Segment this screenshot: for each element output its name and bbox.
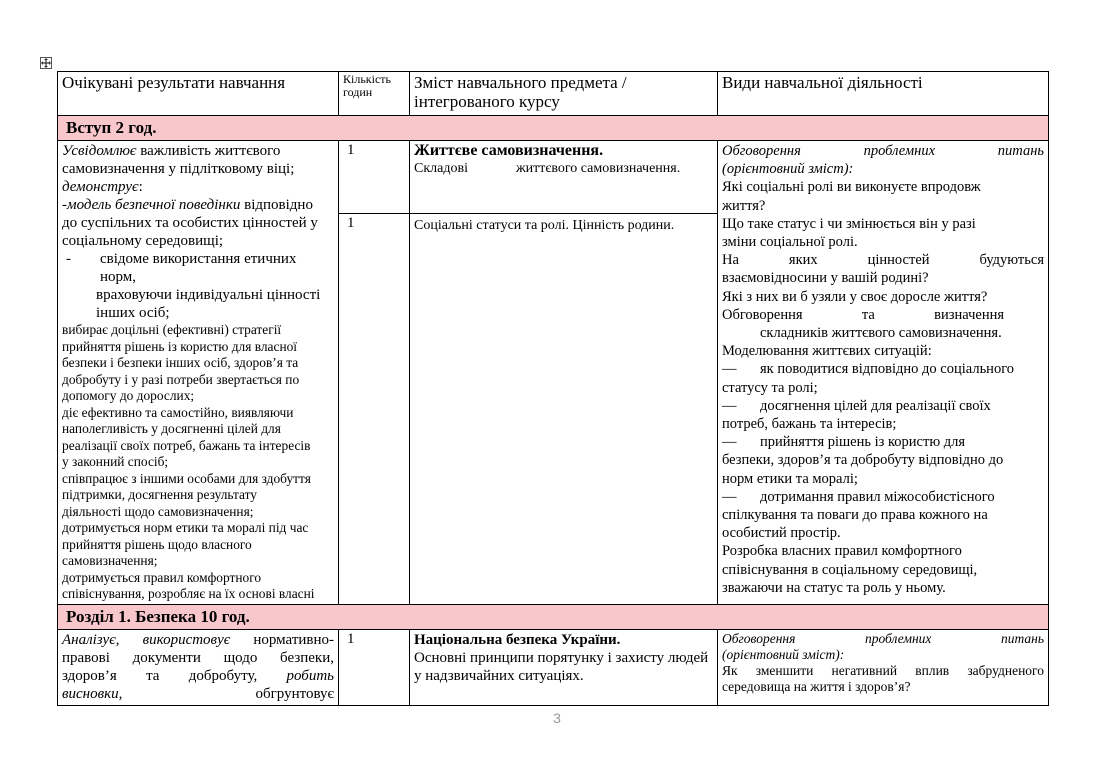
header-activities: Види навчальної діяльності bbox=[718, 72, 1049, 116]
list-item: — дотримання правил міжособистісного bbox=[722, 488, 995, 505]
outcome-line: вибирає доцільні (ефективні) стратегії bbox=[62, 322, 282, 337]
header-outcomes: Очікувані результати навчання bbox=[58, 72, 339, 116]
content-cell bbox=[410, 141, 718, 214]
hours-cell: 1 bbox=[339, 141, 410, 214]
outcome-line: дотримується правил комфортного bbox=[62, 569, 262, 585]
section-title-intro: Вступ 2 год. bbox=[58, 116, 1049, 141]
outcome-line: реалізації своїх потреб, бажань та інтересів bbox=[62, 437, 311, 453]
topic-text: Основні принципи порятунку і захисту людей у надзвичайних ситуаціях. bbox=[414, 649, 709, 684]
outcome-line: дотримується норм етики та моралі під час bbox=[62, 520, 309, 535]
outcome-line: добробуту і у разі потреби звертається по bbox=[62, 371, 300, 387]
table-row bbox=[58, 141, 1049, 214]
page-number: 3 bbox=[553, 710, 561, 726]
outcome-line: враховуючи індивідуальні цінності bbox=[96, 287, 321, 303]
topic-text: Складові життєвого самовизначення. bbox=[414, 161, 681, 176]
content-cell: Соціальні статуси та ролі. Цінність родини. bbox=[410, 214, 718, 604]
outcome-line: підтримки, досягнення результату bbox=[62, 487, 257, 502]
table-header-row bbox=[58, 72, 1049, 116]
outcome-line: соціальному середовищі; bbox=[62, 233, 224, 249]
header-content: Зміст навчального предмета / інтегрованого курсу bbox=[410, 72, 718, 116]
header-hours: Кількість годин bbox=[339, 72, 410, 116]
outcome-line: прийняття рішень щодо власного bbox=[62, 536, 252, 552]
activities-cell: Обговорення проблемних питань (орієнтовний зміст): Як зменшити негативний вплив забрудненого середовища на життя і здоров’я? bbox=[718, 629, 1049, 705]
outcomes-cell bbox=[58, 141, 339, 605]
content-cell bbox=[410, 629, 718, 705]
outcome-line: безпеки і безпеки інших осіб, здоров’я та bbox=[62, 355, 299, 370]
list-item: — прийняття рішень із користю для bbox=[722, 434, 966, 451]
outcome-line: наполегливість у досягненні цілей для bbox=[62, 421, 281, 436]
outcome-line: діє ефективно та самостійно, виявляючи bbox=[62, 404, 294, 420]
curriculum-table bbox=[57, 71, 1049, 706]
outcome-line: самовизначення у підлітковому віці; bbox=[62, 161, 295, 177]
outcome-line: співіснування, розробляє на їх основі власні bbox=[62, 586, 315, 601]
outcome-line: допомогу до дорослих; bbox=[62, 388, 195, 403]
outcome-line: діяльності щодо самовизначення; bbox=[62, 503, 254, 519]
hours-cell: 1 bbox=[339, 629, 410, 705]
table-move-handle-icon[interactable] bbox=[40, 57, 52, 69]
outcome-line: Усвідомлює важливість життєвого bbox=[62, 143, 281, 159]
section-row-1 bbox=[58, 604, 1049, 629]
outcome-line: у законний спосіб; bbox=[62, 454, 169, 469]
list-item: — досягнення цілей для реалізації своїх bbox=[722, 397, 991, 414]
section-title-1: Розділ 1. Безпека 10 год. bbox=[58, 604, 1049, 629]
outcome-line: -модель безпечної поведінки відповідно bbox=[62, 197, 313, 213]
outcome-line: самовизначення; bbox=[62, 553, 158, 568]
section-row-intro bbox=[58, 116, 1049, 141]
outcome-line: до суспільних та особистих цінностей у bbox=[62, 215, 318, 231]
outcome-line: демонструє: bbox=[62, 179, 143, 195]
list-item: — як поводитися відповідно до соціального bbox=[722, 361, 1015, 378]
outcome-line: співпрацює з іншими особами для здобуття bbox=[62, 470, 311, 486]
outcome-line: інших осіб; bbox=[96, 305, 170, 321]
activities-heading: Обговорення проблемних питань bbox=[722, 143, 1044, 159]
topic-title: Національна безпека України. bbox=[414, 631, 621, 648]
topic-title: Життєве самовизначення. bbox=[414, 142, 604, 159]
outcomes-cell: Аналізує, використовує нормативно- правові документи щодо безпеки, здоров’я та добробуту, робить висновки, обгрунтовує bbox=[58, 629, 339, 705]
table-row bbox=[58, 629, 1049, 705]
outcome-line: - свідоме використання етичних норм, bbox=[66, 251, 297, 285]
hours-cell: 1 bbox=[339, 214, 410, 604]
activities-cell: Обговорення проблемних питань (орієнтовний зміст): Які соціальні ролі ви виконуєте впродовж життя? Що таке статус і чи змінюється він у разі зміни соціальної ролі. На яких цінностей будуються взаємовідносини у вашій родині? Які з них ви б узяли у своє доросле життя? Обговорення та визначення складників життєвого самовизначення. Моделювання життєвих ситуацій: — як поводитися відповідно до соціального статусу та ролі; — досягнення цілей для реалізації своїх потреб, бажань та інтересів; — прийняття рішень із користю для безпеки, здоров’я та добробуту відповідно до норм етики та моралі; — дотримання правил міжособистісного спілкування та поваги до права кожного на особистий простір. Розробка власних правил комфортного співіснування в соціальному середовищі, зважаючи на статус та роль у ньому. bbox=[718, 141, 1049, 605]
outcome-line: прийняття рішень із користю для власної bbox=[62, 338, 298, 354]
